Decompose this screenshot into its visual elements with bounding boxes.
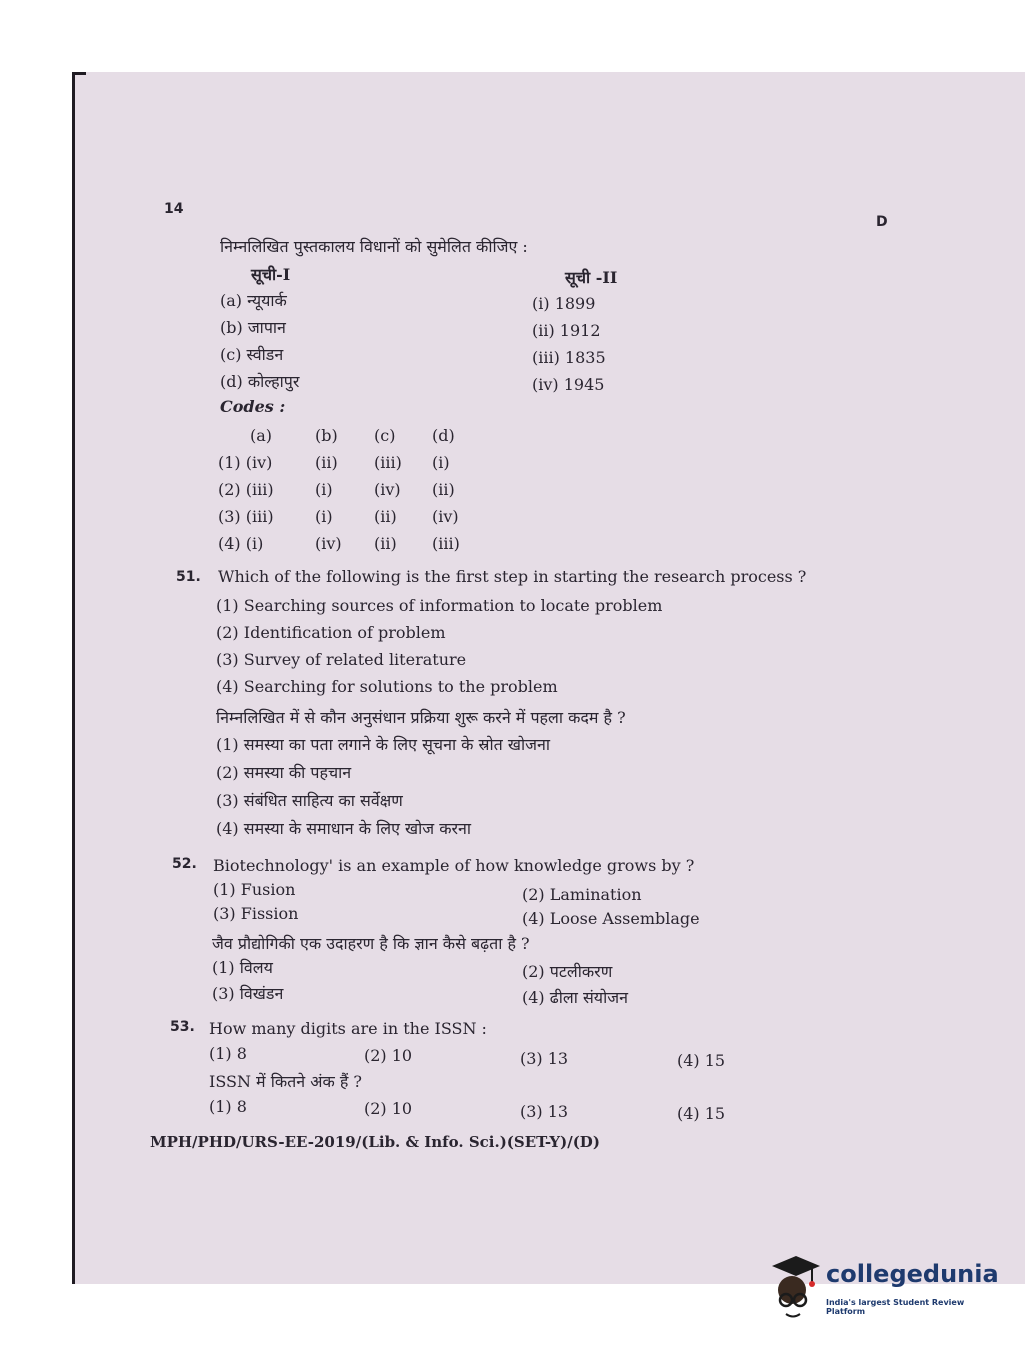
code-cell: (iii): [432, 534, 460, 553]
q51-hindi-option: (2) समस्या की पहचान: [216, 763, 352, 782]
q52-option: (4) Loose Assemblage: [522, 909, 700, 928]
logo-wordmark: collegedunia: [826, 1260, 999, 1288]
codes-col: (a): [250, 426, 273, 445]
list2-item: (ii) 1912: [532, 321, 601, 340]
list1-item: (c) स्वीडन: [220, 345, 284, 364]
code-cell: (i): [315, 480, 333, 499]
codes-col: (c): [374, 426, 396, 445]
code-cell: (2) (iii): [218, 480, 274, 499]
list2-heading: सूची -II: [565, 268, 618, 287]
q50-hindi-stem: निम्नलिखित पुस्तकालय विधानों को सुमेलित कीजिए :: [220, 237, 528, 256]
q51-option: (4) Searching for solutions to the problem: [216, 677, 558, 696]
page-number: 14: [164, 201, 184, 217]
q51-hindi-option: (1) समस्या का पता लगाने के लिए सूचना के स्रोत खोजना: [216, 735, 551, 754]
list1-item: (a) न्यूयार्क: [220, 291, 287, 310]
code-cell: (iii): [374, 453, 402, 472]
q51-option: (2) Identification of problem: [216, 623, 446, 642]
q53-hindi-option: (3) 13: [520, 1102, 569, 1121]
code-cell: (i): [432, 453, 450, 472]
q53-hindi-option: (1) 8: [209, 1097, 247, 1116]
q52-hindi-option: (1) विलय: [212, 958, 273, 977]
page-corner: [72, 72, 86, 75]
set-label: D: [876, 214, 888, 230]
q53-option: (4) 15: [677, 1051, 726, 1070]
q53-hindi-option: (4) 15: [677, 1104, 726, 1123]
q52-hindi-option: (3) विखंडन: [212, 984, 284, 1003]
list1-heading: सूची-I: [251, 265, 291, 284]
q52-hindi-stem: जैव प्रौद्योगिकी एक उदाहरण है कि ज्ञान कैसे बढ़ता है ?: [212, 934, 530, 953]
q52-option: (2) Lamination: [522, 885, 642, 904]
collegedunia-logo: [766, 1252, 999, 1322]
logo-tagline: India's largest Student Review Platform: [826, 1298, 965, 1316]
list2-item: (iv) 1945: [532, 375, 605, 394]
list1-item: (b) जापान: [220, 318, 286, 337]
q53-hindi-option: (2) 10: [364, 1099, 413, 1118]
code-cell: (ii): [315, 453, 338, 472]
code-cell: (ii): [374, 507, 397, 526]
q53-hindi-stem: ISSN में कितने अंक हैं ?: [209, 1072, 362, 1091]
q53-option: (1) 8: [209, 1044, 247, 1063]
code-cell: (iv): [432, 507, 459, 526]
mascot-icon: [766, 1252, 822, 1322]
q53-option: (2) 10: [364, 1046, 413, 1065]
q51-hindi-stem: निम्नलिखित में से कौन अनुसंधान प्रक्रिया शुरू करने में पहला कदम है ?: [216, 708, 626, 727]
question-number: 51.: [176, 569, 201, 585]
q52-hindi-option: (2) पटलीकरण: [522, 962, 613, 981]
code-cell: (1) (iv): [218, 453, 273, 472]
code-cell: (ii): [374, 534, 397, 553]
q51-hindi-option: (4) समस्या के समाधान के लिए खोज करना: [216, 819, 472, 838]
q52-stem: Biotechnology' is an example of how knowledge grows by ?: [213, 856, 695, 875]
codes-col: (d): [432, 426, 455, 445]
code-cell: (iv): [315, 534, 342, 553]
list2-item: (i) 1899: [532, 294, 596, 313]
q52-option: (3) Fission: [213, 904, 299, 923]
codes-label: Codes :: [220, 397, 286, 416]
question-number: 53.: [170, 1019, 195, 1035]
q51-hindi-option: (3) संबंधित साहित्य का सर्वेक्षण: [216, 791, 403, 810]
list1-item: (d) कोल्हापुर: [220, 372, 300, 391]
q53-stem: How many digits are in the ISSN :: [209, 1019, 487, 1038]
page-edge: [72, 72, 75, 1284]
code-cell: (iv): [374, 480, 401, 499]
q52-hindi-option: (4) ढीला संयोजन: [522, 988, 628, 1007]
paper-code-footer: MPH/PHD/URS-EE-2019/(Lib. & Info. Sci.)(SET-Y)/(D): [150, 1133, 600, 1151]
q52-option: (1) Fusion: [213, 880, 296, 899]
codes-col: (b): [315, 426, 338, 445]
q51-stem: Which of the following is the first step in starting the research process ?: [218, 567, 807, 586]
q51-option: (3) Survey of related literature: [216, 650, 467, 669]
list2-item: (iii) 1835: [532, 348, 606, 367]
code-cell: (4) (i): [218, 534, 264, 553]
q51-option: (1) Searching sources of information to locate problem: [216, 596, 663, 615]
question-number: 52.: [172, 856, 197, 872]
code-cell: (3) (iii): [218, 507, 274, 526]
code-cell: (i): [315, 507, 333, 526]
q53-option: (3) 13: [520, 1049, 569, 1068]
code-cell: (ii): [432, 480, 455, 499]
